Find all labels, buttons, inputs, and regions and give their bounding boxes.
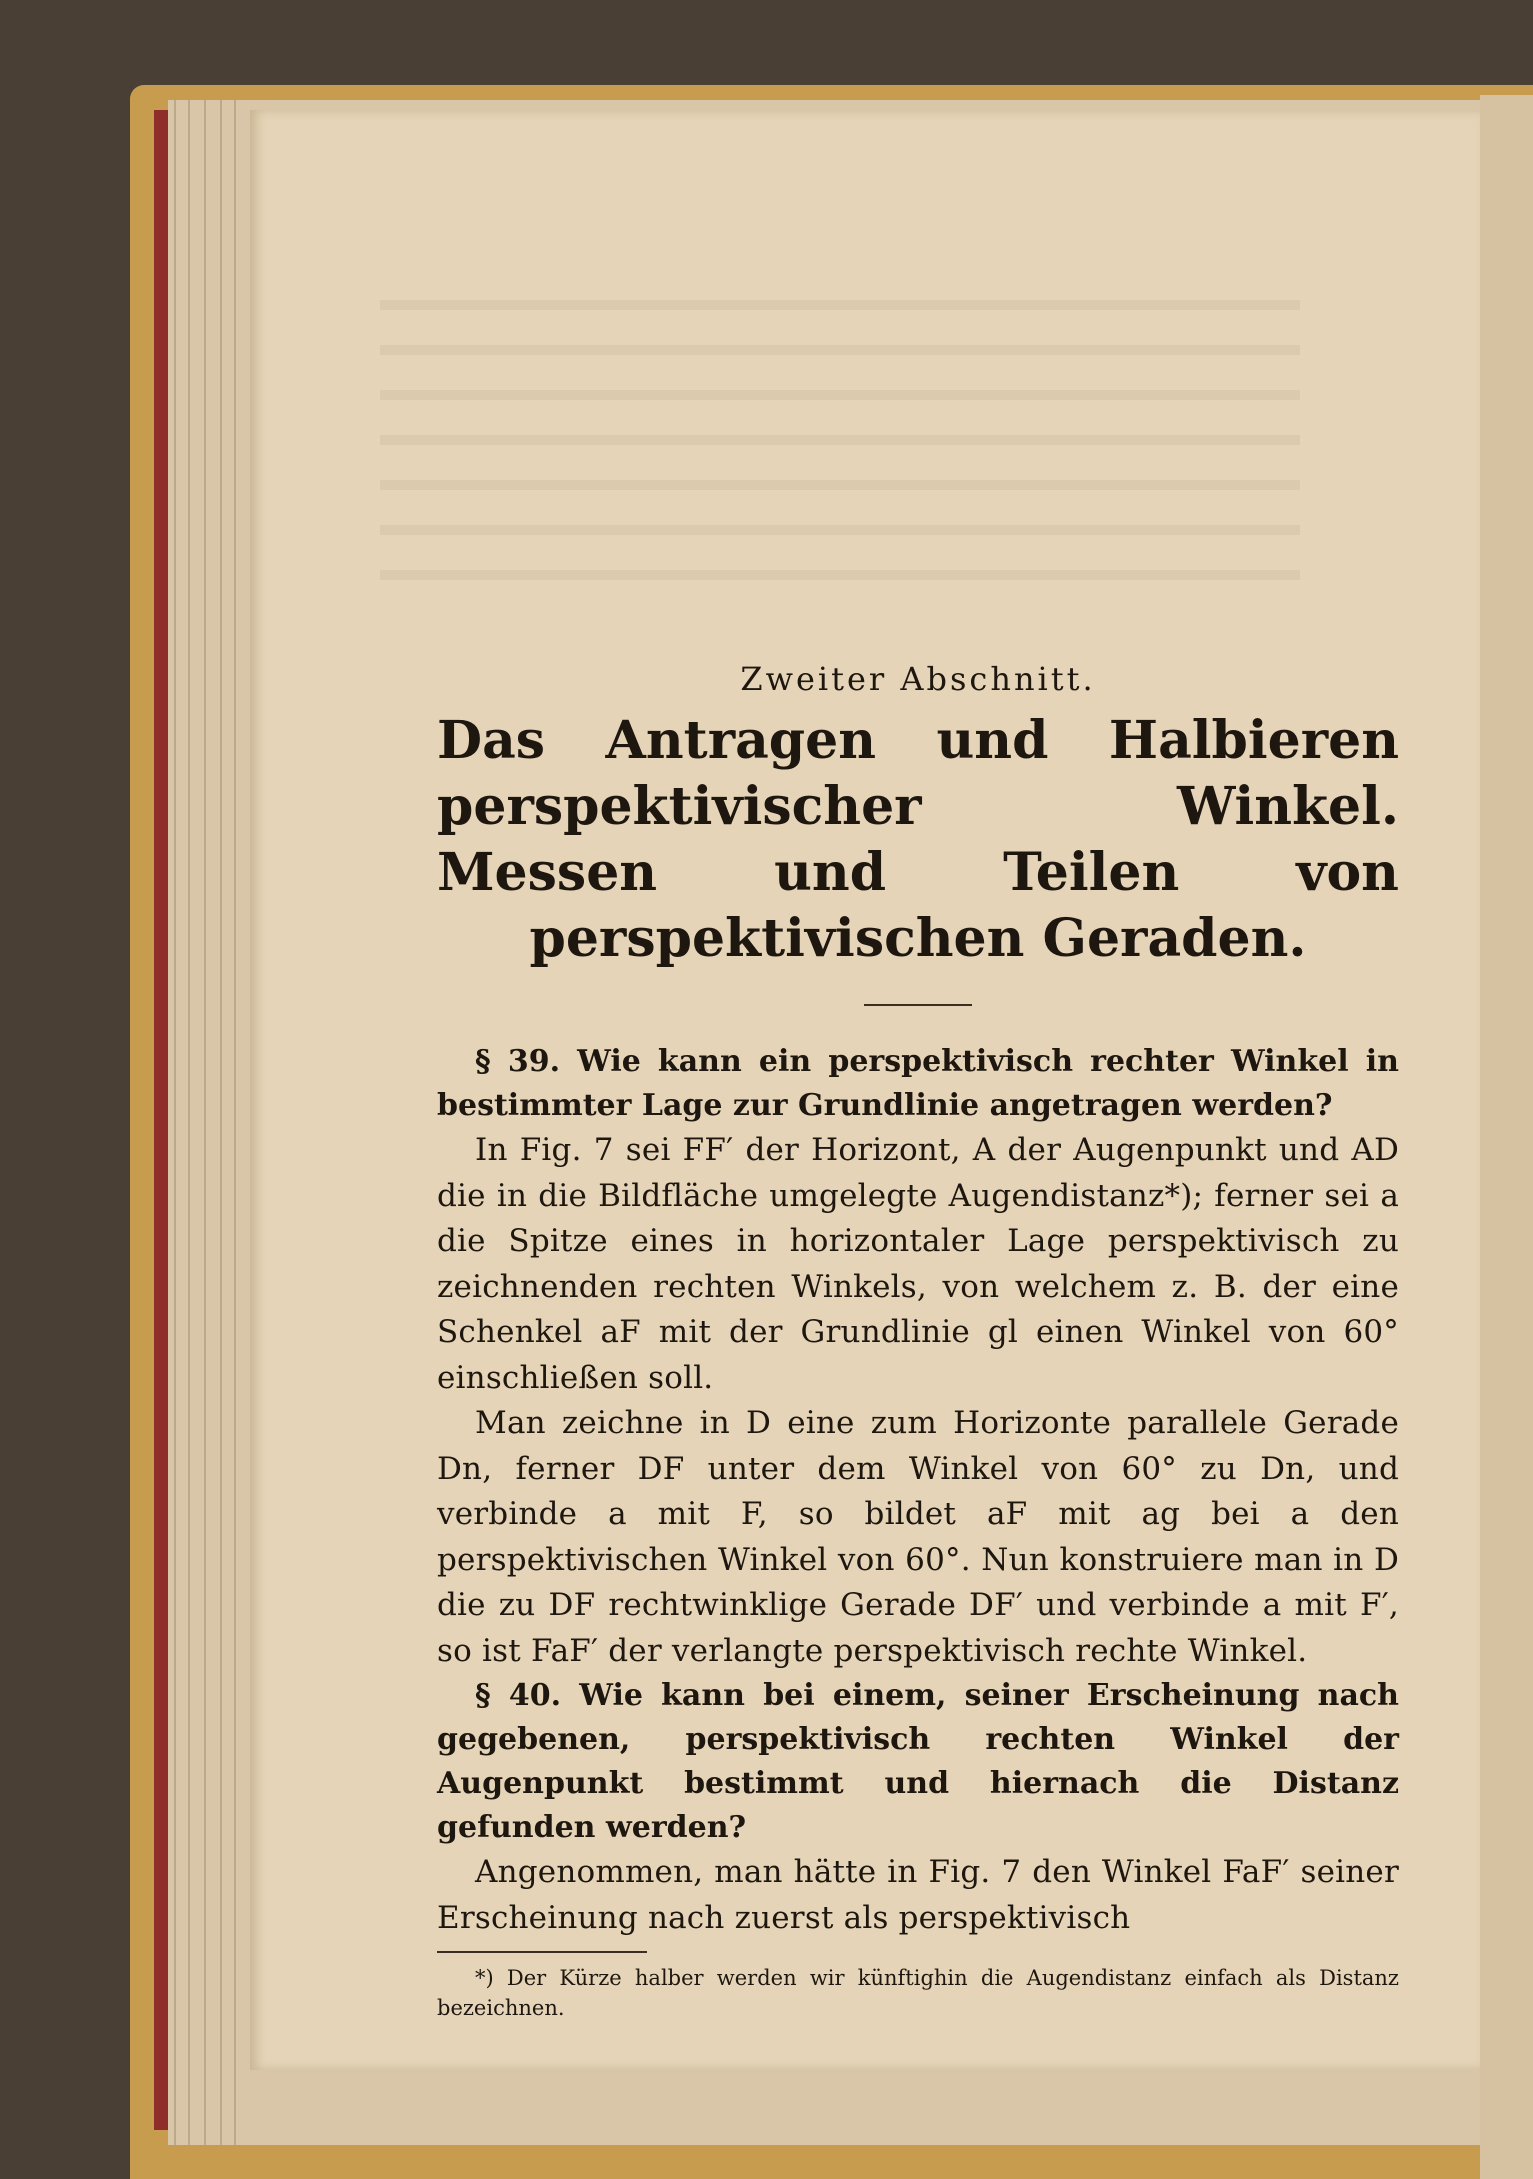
show-through-line: [380, 435, 1300, 445]
body-paragraph: In Fig. 7 sei FF′ der Horizont, A der Augenpunkt und AD die in die Bildfläche umgelegte Augendistanz*); ferner sei a die Spitze eines in horizontaler Lage perspektivisch zu zeichnenden rechten Winkels, von welchem z. B. der eine Schenkel aF mit der Grundlinie gl einen Winkel von 60° einschließen soll.: [437, 1132, 1399, 1396]
section-kicker: Zweiter Abschnitt.: [740, 660, 1096, 698]
show-through-line: [380, 390, 1300, 400]
title-rule: [864, 1004, 972, 1006]
show-through-line: [380, 345, 1300, 355]
body-paragraph: Angenommen, man hätte in Fig. 7 den Winkel FaF′ seiner Erscheinung nach zuerst als perspektivisch: [437, 1854, 1399, 1936]
show-through-line: [380, 570, 1300, 580]
show-through-line: [380, 480, 1300, 490]
footnote: *) Der Kürze halber werden wir künftighin die Augendistanz einfach als Distanz bezeichnen.: [437, 1966, 1399, 2020]
footnote-rule: [437, 1951, 647, 1953]
page-content: [437, 660, 1399, 2023]
page-edge-red: [154, 110, 168, 2130]
facing-page-edge: [1480, 95, 1533, 2179]
show-through-line: [380, 525, 1300, 535]
question-paragraph: § 39. Wie kann ein perspektivisch rechter Winkel in bestimmter Lage zur Grundlinie angetragen werden?: [437, 1044, 1399, 1123]
chapter-title: Das Antragen und Halbieren perspektivischer Winkel. Messen und Teilen von perspektivischen Geraden.: [437, 710, 1399, 969]
show-through-line: [380, 300, 1300, 310]
question-paragraph: § 40. Wie kann bei einem, seiner Erscheinung nach gegebenen, perspektivisch rechten Winkel der Augenpunkt bestimmt und hiernach die Distanz gefunden werden?: [437, 1678, 1399, 1845]
body-paragraph: Man zeichne in D eine zum Horizonte parallele Gerade Dn, ferner DF unter dem Winkel von 60° zu Dn, und verbinde a mit F, so bildet aF mit ag bei a den perspektivischen Winkel von 60°. Nun konstruiere man in D die zu DF rechtwinklige Gerade DF′ und verbinde a mit F′, so ist FaF′ der verlangte perspektivisch rechte Winkel.: [437, 1405, 1399, 1669]
